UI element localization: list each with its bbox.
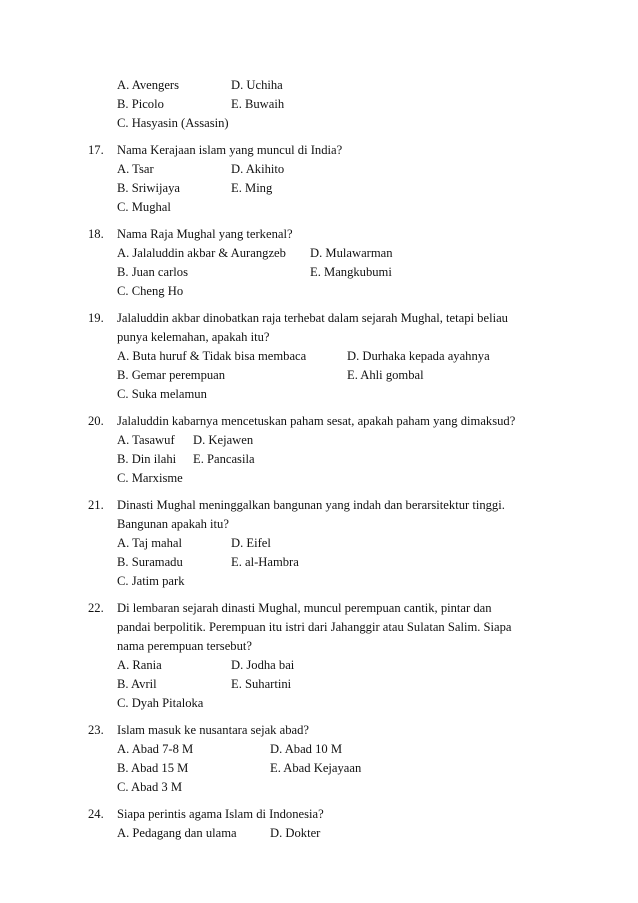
question-number: 24.: [88, 807, 104, 821]
question-text: Jalaluddin akbar dinobatkan raja terhebat dalam sejarah Mughal, tetapi beliau: [117, 311, 508, 325]
question-text-continued: nama perempuan tersebut?: [117, 639, 252, 653]
option-c: C. Mughal: [117, 200, 171, 214]
question-text-continued: punya kelemahan, apakah itu?: [117, 330, 270, 344]
option-a: A. Avengers: [117, 78, 180, 92]
question-19: [0, 309, 638, 404]
question-number: 17.: [88, 143, 104, 157]
option-b: B. Abad 15 M: [117, 761, 189, 775]
document-page: [0, 76, 638, 843]
option-a: A. Tasawuf: [117, 433, 175, 447]
option-b: B. Din ilahi: [117, 452, 177, 466]
option-d: D. Abad 10 M: [270, 742, 343, 756]
option-c: C. Hasyasin (Assasin): [117, 116, 229, 130]
option-c: C. Marxisme: [117, 471, 183, 485]
option-b: B. Juan carlos: [117, 265, 188, 279]
option-e: E. Mangkubumi: [310, 265, 392, 279]
question-number: 19.: [88, 311, 104, 325]
question-number: 21.: [88, 498, 104, 512]
question-number: 23.: [88, 723, 104, 737]
option-c: C. Jatim park: [117, 574, 185, 588]
option-row: [0, 114, 638, 133]
option-a: A. Abad 7-8 M: [117, 742, 194, 756]
question-17: [0, 141, 638, 217]
option-e: E. Suhartini: [231, 677, 292, 691]
option-c: C. Suka melamun: [117, 387, 207, 401]
question-16-options: [0, 76, 638, 133]
option-d: D. Dokter: [270, 826, 321, 840]
question-text: Islam masuk ke nusantara sejak abad?: [117, 723, 309, 737]
option-d: D. Eifel: [231, 536, 271, 550]
option-e: E. Pancasila: [193, 452, 255, 466]
question-22: [0, 599, 638, 713]
question-20: [0, 412, 638, 488]
question-21: [0, 496, 638, 591]
option-b: B. Suramadu: [117, 555, 183, 569]
option-a: A. Pedagang dan ulama: [117, 826, 237, 840]
option-d: D. Mulawarman: [310, 246, 393, 260]
question-24: [0, 805, 638, 843]
question-number: 18.: [88, 227, 104, 241]
option-e: E. Abad Kejayaan: [270, 761, 362, 775]
option-a: A. Rania: [117, 658, 162, 672]
option-row: [0, 95, 638, 114]
question-text: Nama Raja Mughal yang terkenal?: [117, 227, 293, 241]
option-d: D. Kejawen: [193, 433, 254, 447]
question-number: 20.: [88, 414, 104, 428]
option-d: D. Jodha bai: [231, 658, 295, 672]
option-row: [0, 76, 638, 95]
question-text-continued: pandai berpolitik. Perempuan itu istri dari Jahanggir atau Sulatan Salim. Siapa: [117, 620, 512, 634]
question-text: Di lembaran sejarah dinasti Mughal, muncul perempuan cantik, pintar dan: [117, 601, 492, 615]
option-a: A. Tsar: [117, 162, 154, 176]
option-c: C. Abad 3 M: [117, 780, 183, 794]
option-d: D. Akihito: [231, 162, 285, 176]
question-text: Dinasti Mughal meninggalkan bangunan yang indah dan berarsitektur tinggi.: [117, 498, 505, 512]
option-a: A. Jalaluddin akbar & Aurangzeb: [117, 246, 286, 260]
question-text: Jalaluddin kabarnya mencetuskan paham sesat, apakah paham yang dimaksud?: [117, 414, 516, 428]
option-a: A. Taj mahal: [117, 536, 182, 550]
question-text: Nama Kerajaan islam yang muncul di India?: [117, 143, 343, 157]
option-e: E. al-Hambra: [231, 555, 299, 569]
question-18: [0, 225, 638, 301]
option-e: E. Ming: [231, 181, 273, 195]
option-b: B. Avril: [117, 677, 157, 691]
question-23: [0, 721, 638, 797]
option-c: C. Dyah Pitaloka: [117, 696, 204, 710]
option-e: E. Buwaih: [231, 97, 285, 111]
option-b: B. Gemar perempuan: [117, 368, 226, 382]
option-d: D. Durhaka kepada ayahnya: [347, 349, 490, 363]
option-e: E. Ahli gombal: [347, 368, 424, 382]
option-d: D. Uchiha: [231, 78, 283, 92]
option-b: B. Sriwijaya: [117, 181, 180, 195]
option-a: A. Buta huruf & Tidak bisa membaca: [117, 349, 307, 363]
option-c: C. Cheng Ho: [117, 284, 184, 298]
question-text-continued: Bangunan apakah itu?: [117, 517, 229, 531]
question-number: 22.: [88, 601, 104, 615]
question-text: Siapa perintis agama Islam di Indonesia?: [117, 807, 324, 821]
option-b: B. Picolo: [117, 97, 164, 111]
